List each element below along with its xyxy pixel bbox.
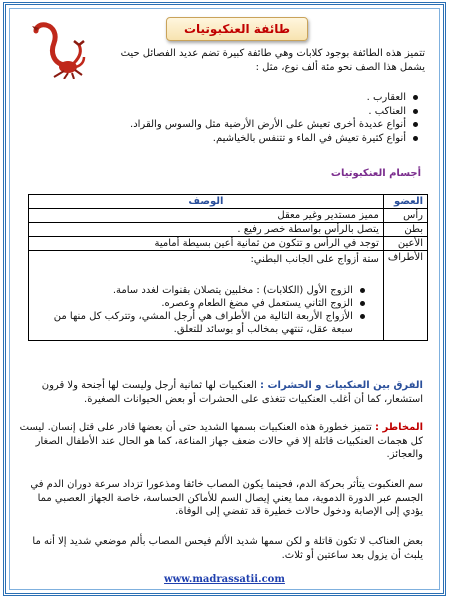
- difference-paragraph: [15, 379, 423, 406]
- scorpion-icon: [24, 13, 86, 79]
- table-header-desc: الوصف: [29, 195, 384, 209]
- list-item: العناكب .: [39, 105, 419, 119]
- table-row: [29, 223, 428, 237]
- table-header-organ: العضو: [383, 195, 427, 209]
- list-item: أنواع كثيرة تعيش في الماء و تتنفس بالخياشيم.: [39, 132, 419, 146]
- difference-text: العنكبيات لها ثمانية أرجل وليست لها أجنحة ولا قرون استشعار، كما أن أغلب العنكبيات تتغذى على الحشرات أو بعض الحيوانات الصغيرة.: [41, 380, 423, 405]
- dangers-label: المخاطر :: [375, 422, 423, 433]
- difference-label: الفرق بين العنكبيات و الحشرات :: [260, 380, 423, 391]
- limbs-intro: ستة أزواج على الجانب البطني:: [250, 254, 379, 265]
- limbs-desc-cell: [29, 251, 384, 341]
- organ-cell: الأطراف: [383, 251, 427, 341]
- list-item: أنواع عديدة أخرى تعيش على الأرض الأرضية مثل والسوس والقراد.: [39, 118, 419, 132]
- list-item: الزوج الثاني يستعمل في مضغ الطعام وعصره.: [33, 297, 365, 310]
- list-item: الأزواج الأربعة التالية من الأطراف هي أرجل المشي، وتتركب كل منها من سبعة عقل، تنتهي بمخالب أو بوسائد للتعلق.: [33, 310, 365, 336]
- venom-paragraph: سم العنكبوت يتأثر بحركة الدم، فحينما يكون المصاب خائفا ومذعورا تزداد سرعة دوران الدم في الجسم عبر الدورة الدموية، مما يعني إيصال السم للأماكن الحساسة، خاصة الجهاز العصبي مما يؤدي إلى الإصابة ودخول حالات خطيرة قد تفضي إلى الوفاة.: [30, 479, 423, 517]
- page-title: طائفة العنكبوتيات: [183, 22, 291, 36]
- table-header-row: [29, 195, 428, 209]
- body-parts-table: [28, 194, 428, 341]
- organ-cell: رأس: [383, 209, 427, 223]
- title-box: [166, 17, 308, 41]
- section-heading: أجسام العنكبوتيات: [330, 168, 421, 179]
- list-item: العقارب .: [39, 91, 419, 105]
- table-row: [29, 237, 428, 251]
- desc-cell: مميز مستدير وغير معقل: [29, 209, 384, 223]
- footer-link[interactable]: www.madrassatii.com: [164, 574, 285, 585]
- examples-list: [39, 91, 419, 145]
- table-row: [29, 209, 428, 223]
- dangers-text: تتميز خطورة هذه العنكبيات بسمها الشديد حتى أن بعضها قادر على قتل إنسان. ليست كل هجمات العنكبيات قاتلة إلا في حالات ضعف جهاز المناعة، كما هو الحال عند الأطفال الصغار والعجائز.: [19, 422, 423, 460]
- document-page: [3, 2, 446, 596]
- list-item: الزوج الأول (الكلابات) : مخلبين يتصلان بقنوات لغدد سامة.: [33, 284, 365, 297]
- desc-cell: توجد في الرأس و تتكون من ثمانية أعين بسيطة أمامية: [29, 237, 384, 251]
- organ-cell: الأعين: [383, 237, 427, 251]
- pain-paragraph: بعض العناكب لا تكون قاتلة و لكن سمها شديد الألم فيحس المصاب بألم موضعي شديد إلا أنه ما يلبث أن يزول بعد ساعتين أو ثلاث.: [32, 536, 423, 561]
- desc-cell: يتصل بالرأس بواسطة خصر رفيع .: [29, 223, 384, 237]
- limbs-list: [33, 284, 379, 336]
- intro-paragraph: تتميز هذه الطائفة بوجود كلابات وهي طائفة كبيرة تضم عديد الفصائل حيث يشمل هذا الصف نحو مئة ألف نوع، مثل :: [120, 48, 425, 73]
- dangers-paragraph: [15, 421, 423, 462]
- organ-cell: بطن: [383, 223, 427, 237]
- table-row: [29, 251, 428, 341]
